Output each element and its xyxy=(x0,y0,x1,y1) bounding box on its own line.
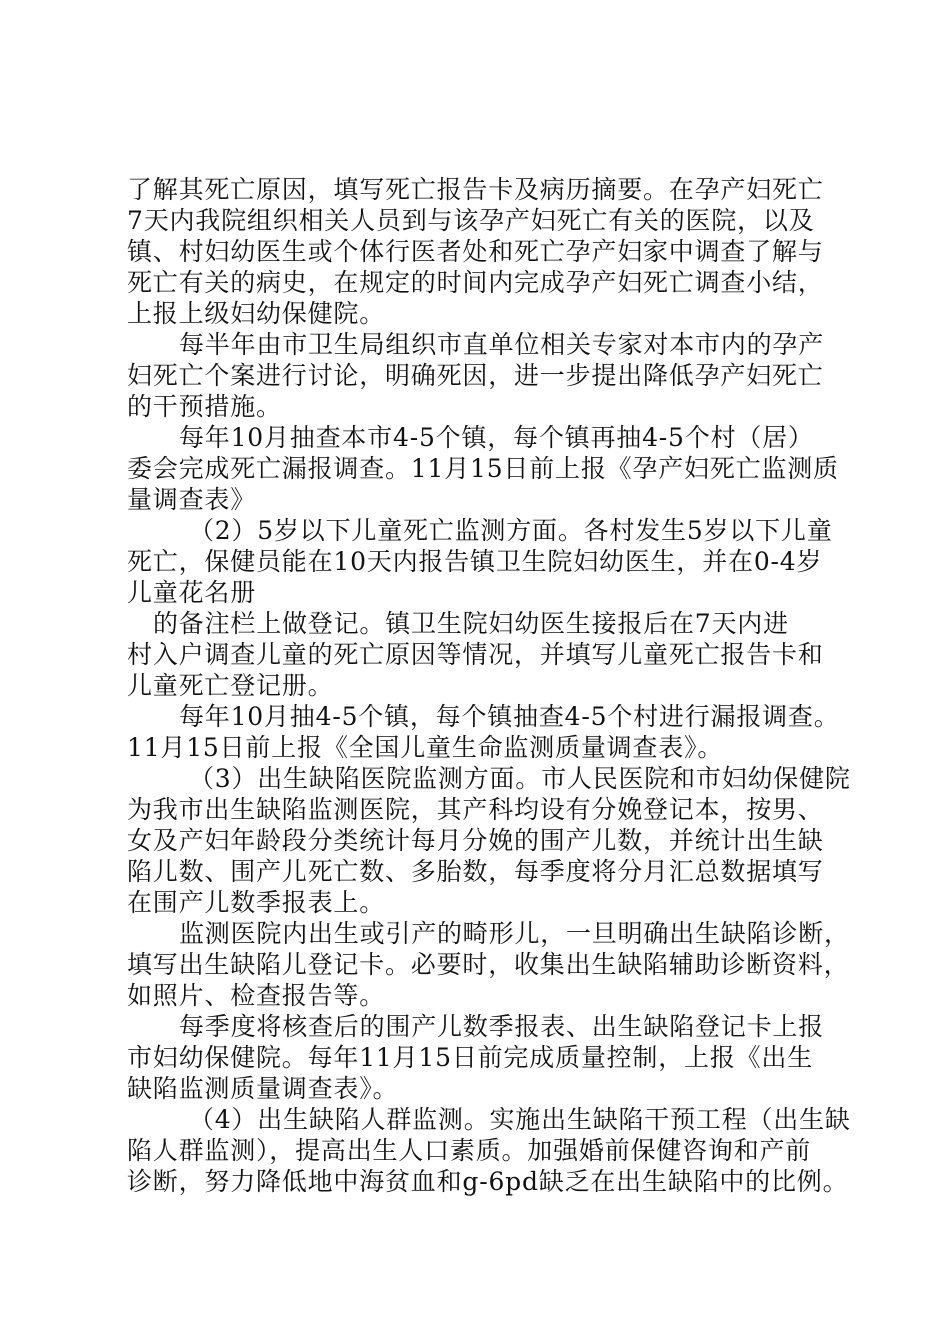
paragraph-start-line: 每年10月抽4-5个镇，每个镇抽查4-5个村进行漏报调查。 xyxy=(179,702,840,731)
section-heading-line: （2）5岁以下儿童死亡监测方面。各村发生5岁以下儿童 xyxy=(189,516,833,545)
text-line: 女及产妇年龄段分类统计每月分娩的围产儿数，并统计出生缺 xyxy=(127,826,824,855)
text-line: 7天内我院组织相关人员到与该孕产妇死亡有关的医院，以及 xyxy=(127,206,815,235)
text-line: 11月15日前上报《全国儿童生命监测质量调查表》。 xyxy=(127,733,724,762)
paragraph-start-line: 每季度将核查后的围产儿数季报表、出生缺陷登记卡上报 xyxy=(179,1012,825,1041)
text-line: 妇死亡个案进行讨论，明确死因，进一步提出降低孕产妇死亡 xyxy=(127,361,824,390)
text-line: 陷儿数、围产儿死亡数、多胎数，每季度将分月汇总数据填写 xyxy=(127,857,824,886)
section-heading-line: （4）出生缺陷人群监测。实施出生缺陷干预工程（出生缺 xyxy=(189,1105,851,1134)
text-line: 缺陷监测质量调查表》。 xyxy=(127,1074,399,1103)
text-line: 死亡，保健员能在10天内报告镇卫生院妇幼医生，并在0-4岁 xyxy=(127,547,823,576)
text-line: 了解其死亡原因，填写死亡报告卡及病历摘要。在孕产妇死亡 xyxy=(127,175,824,204)
text-line: 镇、村妇幼医生或个体行医者处和死亡孕产妇家中调查了解与 xyxy=(127,237,824,266)
text-line: 在围产儿数季报表上。 xyxy=(127,888,386,917)
text-line: 的干预措施。 xyxy=(127,392,282,421)
text-line: 村入户调查儿童的死亡原因等情况，并填写儿童死亡报告卡和 xyxy=(127,640,824,669)
paragraph-start-line: 监测医院内出生或引产的畸形儿，一旦明确出生缺陷诊断， xyxy=(179,919,850,948)
text-line: 填写出生缺陷儿登记卡。必要时，收集出生缺陷辅助诊断资料， xyxy=(127,950,850,979)
text-line: 为我市出生缺陷监测医院，其产科均设有分娩登记本，按男、 xyxy=(127,795,824,824)
text-line: 诊断，努力降低地中海贫血和g-6pd缺乏在出生缺陷中的比例。 xyxy=(127,1167,849,1196)
text-line: 量调查表》 xyxy=(127,485,257,514)
section-heading-line: （3）出生缺陷医院监测方面。市人民医院和市妇幼保健院 xyxy=(189,764,851,793)
paragraph-start-line: 每年10月抽查本市4-5个镇，每个镇再抽4-5个村（居） xyxy=(179,423,814,452)
text-line: 上报上级妇幼保健院。 xyxy=(127,299,386,328)
text-line: 陷人群监测），提高出生人口素质。加强婚前保健咨询和产前 xyxy=(127,1136,812,1165)
paragraph-start-line: 每半年由市卫生局组织市直单位相关专家对本市内的孕产 xyxy=(179,330,825,359)
text-line: 儿童花名册 xyxy=(127,578,257,607)
text-line: 儿童死亡登记册。 xyxy=(127,671,334,700)
text-line: 委会完成死亡漏报调查。11月15日前上报《孕产妇死亡监测质 xyxy=(127,454,839,483)
text-line: 的备注栏上做登记。镇卫生院妇幼医生接报后在7天内进 xyxy=(153,609,789,638)
text-line: 如照片、检查报告等。 xyxy=(127,981,386,1010)
document-body xyxy=(127,174,851,1197)
text-line: 市妇幼保健院。每年11月15日前完成质量控制，上报《出生 xyxy=(127,1043,814,1072)
text-line: 死亡有关的病史，在规定的时间内完成孕产妇死亡调查小结， xyxy=(127,268,824,297)
